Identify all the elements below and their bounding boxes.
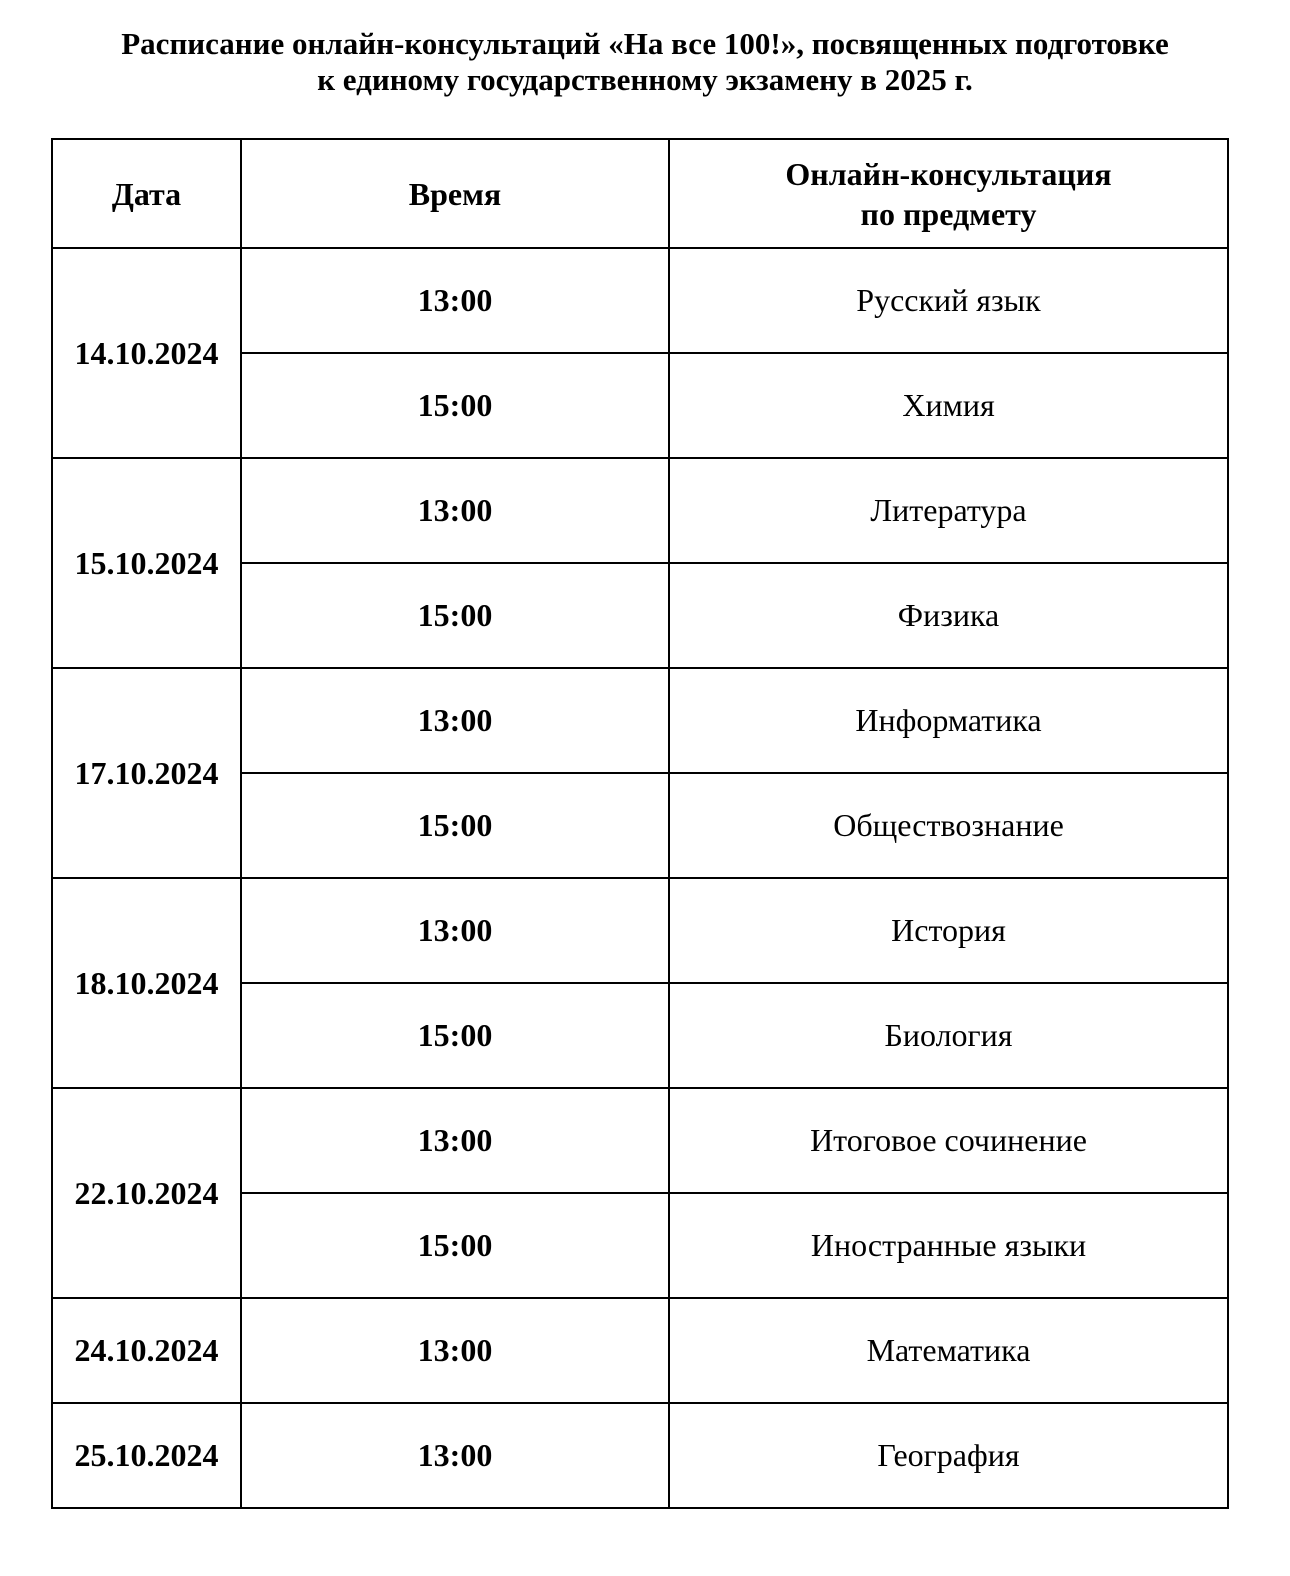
title-line-2: к единому государственному экзамену в 2025 г. [317, 62, 973, 97]
subject-cell: География [669, 1403, 1228, 1508]
time-cell: 15:00 [241, 563, 669, 668]
date-cell: 18.10.2024 [52, 878, 241, 1088]
subject-cell: Литература [669, 458, 1228, 563]
time-cell: 15:00 [241, 773, 669, 878]
table-row [52, 1403, 1228, 1508]
subject-cell: Физика [669, 563, 1228, 668]
date-cell: 14.10.2024 [52, 248, 241, 458]
date-cell: 22.10.2024 [52, 1088, 241, 1298]
subject-cell: Иностранные языки [669, 1193, 1228, 1298]
title-line-1: Расписание онлайн-консультаций «На все 100!», посвященных подготовке [121, 26, 1169, 61]
date-cell: 24.10.2024 [52, 1298, 241, 1403]
table-row [52, 878, 1228, 983]
time-cell: 13:00 [241, 668, 669, 773]
header-date: Дата [52, 139, 241, 248]
document-title [0, 26, 1290, 98]
header-subject [669, 139, 1228, 248]
subject-cell: История [669, 878, 1228, 983]
table-row [52, 668, 1228, 773]
date-cell: 17.10.2024 [52, 668, 241, 878]
subject-cell: Информатика [669, 668, 1228, 773]
date-cell: 15.10.2024 [52, 458, 241, 668]
schedule-table [51, 138, 1229, 1509]
time-cell: 15:00 [241, 353, 669, 458]
subject-cell: Итоговое сочинение [669, 1088, 1228, 1193]
time-cell: 13:00 [241, 878, 669, 983]
subject-cell: Обществознание [669, 773, 1228, 878]
table-row [52, 1088, 1228, 1193]
table-header-row [52, 139, 1228, 248]
subject-cell: Математика [669, 1298, 1228, 1403]
subject-cell: Биология [669, 983, 1228, 1088]
time-cell: 15:00 [241, 983, 669, 1088]
table-row [52, 458, 1228, 563]
time-cell: 13:00 [241, 1298, 669, 1403]
subject-cell: Химия [669, 353, 1228, 458]
time-cell: 13:00 [241, 458, 669, 563]
table-row [52, 1298, 1228, 1403]
time-cell: 13:00 [241, 248, 669, 353]
header-time: Время [241, 139, 669, 248]
date-cell: 25.10.2024 [52, 1403, 241, 1508]
header-subject-line-2: по предмету [860, 195, 1037, 232]
subject-cell: Русский язык [669, 248, 1228, 353]
time-cell: 15:00 [241, 1193, 669, 1298]
header-subject-line-1: Онлайн-консультация [785, 155, 1112, 192]
time-cell: 13:00 [241, 1403, 669, 1508]
time-cell: 13:00 [241, 1088, 669, 1193]
table-row [52, 248, 1228, 353]
